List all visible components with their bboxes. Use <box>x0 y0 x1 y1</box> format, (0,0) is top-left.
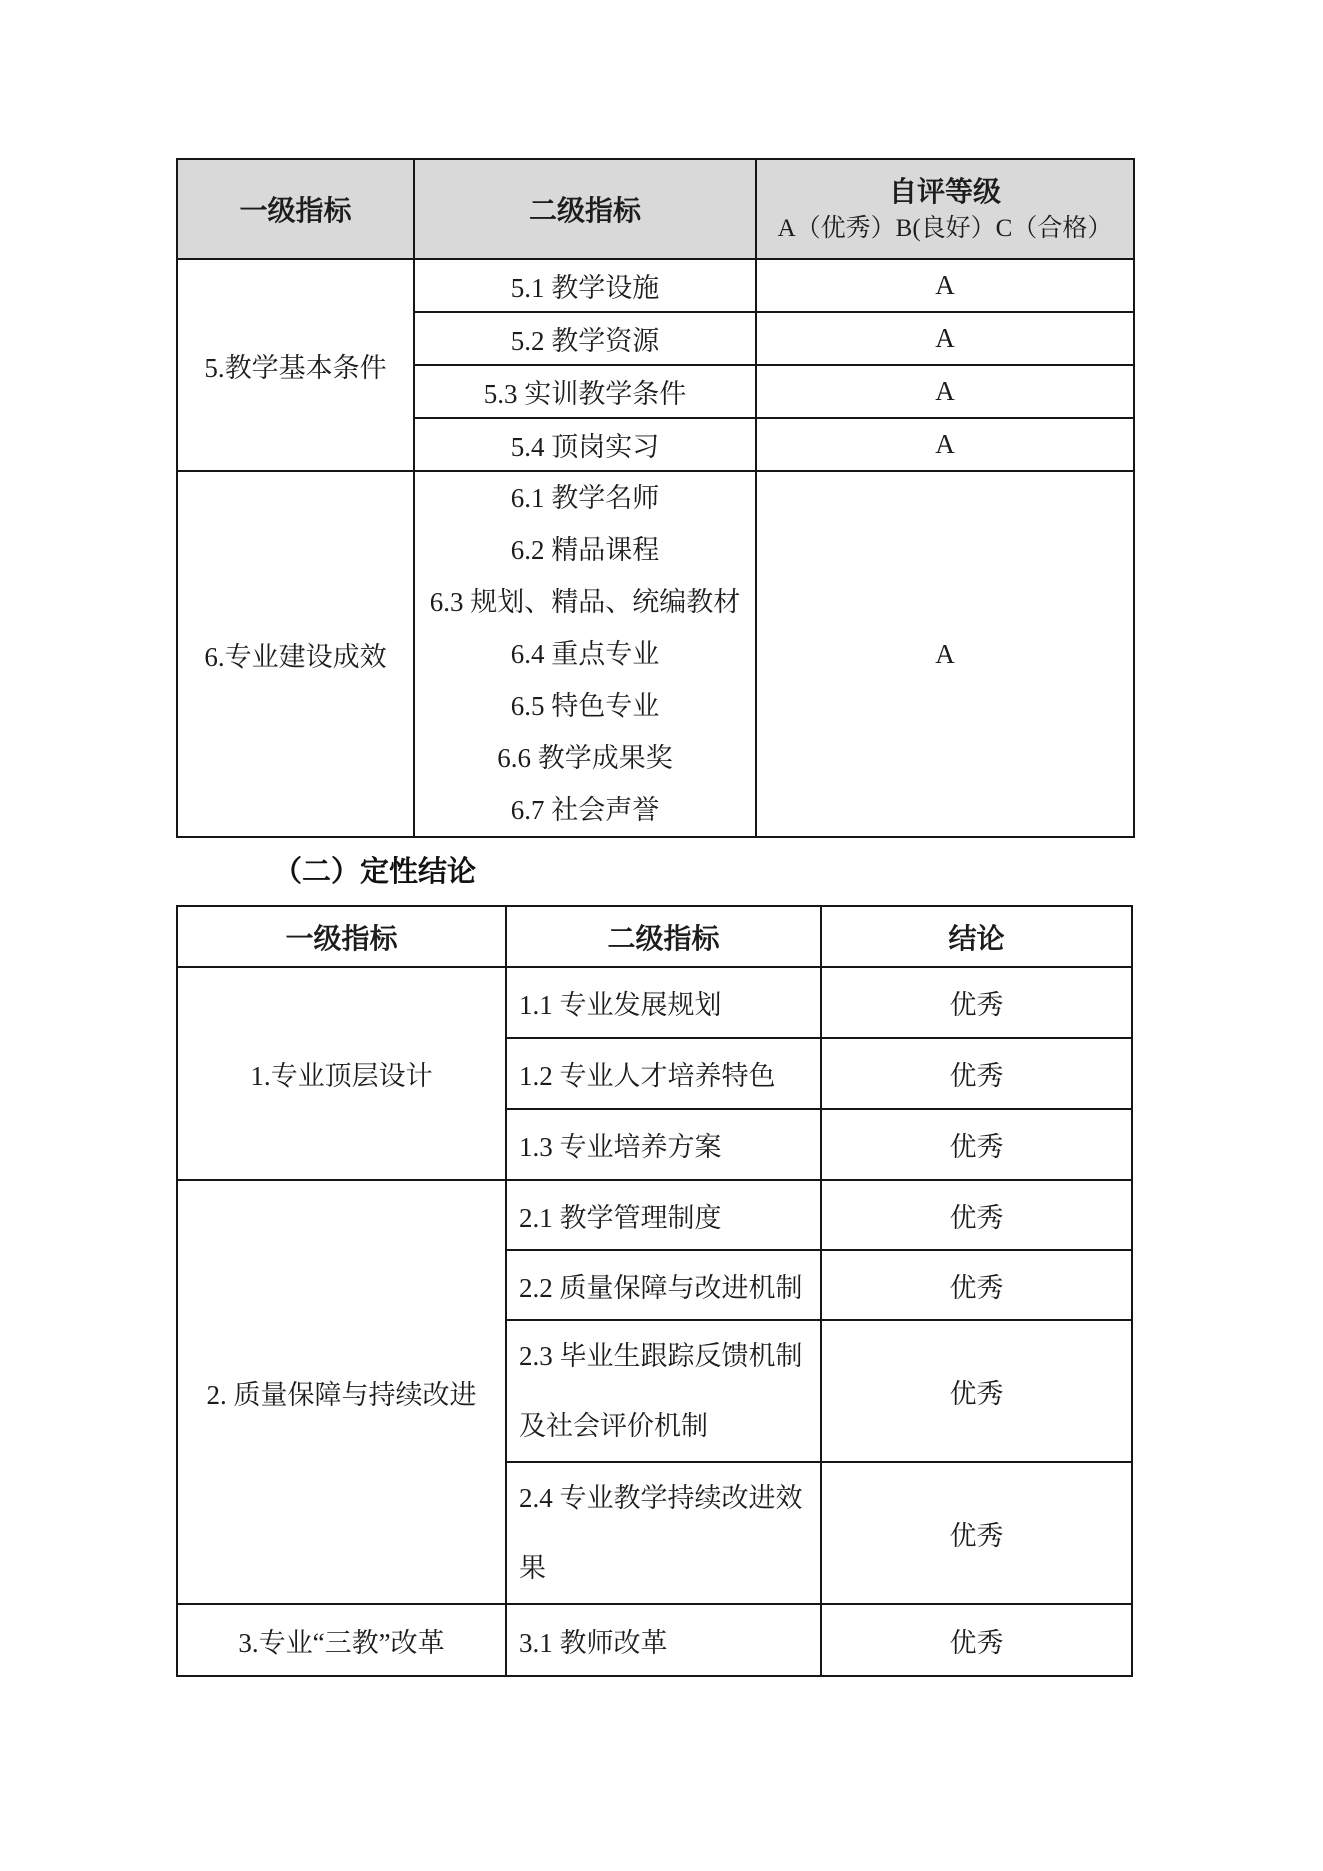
group6-item: 6.6 教学成果奖 <box>497 743 673 773</box>
table1-header-level1: 一级指标 <box>177 159 414 259</box>
qualitative-conclusion-table <box>176 905 1133 1677</box>
group6-item: 6.4 重点专业 <box>510 639 660 669</box>
grade-title: 自评等级 <box>888 176 1001 207</box>
conclusion-cell: 优秀 <box>821 1180 1132 1250</box>
group6-item: 6.7 社会声誉 <box>510 795 660 825</box>
table-row <box>177 1604 1132 1676</box>
level2-line: 及社会评价机制 <box>519 1411 708 1441</box>
level2-cell: 1.2 专业人才培养特色 <box>506 1038 821 1109</box>
level2-cell: 3.1 教师改革 <box>506 1604 821 1676</box>
level2-line: 果 <box>519 1553 546 1583</box>
level2-line: 2.4 专业教学持续改进效 <box>519 1483 803 1513</box>
group6-item: 6.3 规划、精品、统编教材 <box>429 587 741 617</box>
level2-cell: 5.1 教学设施 <box>414 259 756 312</box>
conclusion-cell: 优秀 <box>821 1109 1132 1180</box>
grade-cell: A <box>756 471 1134 837</box>
conclusion-cell: 优秀 <box>821 1604 1132 1676</box>
level2-cell: 2.2 质量保障与改进机制 <box>506 1250 821 1320</box>
table-row <box>177 259 1134 312</box>
level1-cell-3: 3.专业“三教”改革 <box>177 1604 506 1676</box>
level2-cell <box>506 1462 821 1604</box>
group6-item: 6.2 精品课程 <box>510 535 660 565</box>
conclusion-cell: 优秀 <box>821 967 1132 1038</box>
level1-cell-1: 1.专业顶层设计 <box>177 967 506 1180</box>
table2-header-row <box>177 906 1132 967</box>
conclusion-cell: 优秀 <box>821 1320 1132 1462</box>
level1-cell-5: 5.教学基本条件 <box>177 259 414 471</box>
section-heading: （二）定性结论 <box>273 856 477 888</box>
level2-cell <box>506 1320 821 1462</box>
level2-cell: 1.3 专业培养方案 <box>506 1109 821 1180</box>
level2-cell: 5.2 教学资源 <box>414 312 756 365</box>
grade-cell: A <box>756 312 1134 365</box>
level2-cell: 5.4 顶岗实习 <box>414 418 756 471</box>
table1-header-grade <box>756 159 1134 259</box>
grade-scale: A（优秀）B(良好）C（合格） <box>777 215 1113 242</box>
grade-cell: A <box>756 418 1134 471</box>
grade-cell: A <box>756 365 1134 418</box>
table-row <box>177 471 1134 837</box>
level2-cell: 2.1 教学管理制度 <box>506 1180 821 1250</box>
table1-header-level2: 二级指标 <box>414 159 756 259</box>
level2-cell-group6 <box>414 471 756 837</box>
table2-header-level2: 二级指标 <box>506 906 821 967</box>
group6-item: 6.1 教学名师 <box>510 483 660 513</box>
conclusion-cell: 优秀 <box>821 1462 1132 1604</box>
table-row <box>177 967 1132 1038</box>
conclusion-cell: 优秀 <box>821 1250 1132 1320</box>
table2-header-conclusion: 结论 <box>821 906 1132 967</box>
level2-line: 2.3 毕业生跟踪反馈机制 <box>519 1341 803 1371</box>
group6-item: 6.5 特色专业 <box>510 691 660 721</box>
level2-cell: 1.1 专业发展规划 <box>506 967 821 1038</box>
level2-cell: 5.3 实训教学条件 <box>414 365 756 418</box>
level1-cell-6: 6.专业建设成效 <box>177 471 414 837</box>
self-rating-table <box>176 158 1135 838</box>
table2-header-level1: 一级指标 <box>177 906 506 967</box>
table-row <box>177 1180 1132 1250</box>
level1-cell-2: 2. 质量保障与持续改进 <box>177 1180 506 1604</box>
table1-header-row <box>177 159 1134 259</box>
conclusion-cell: 优秀 <box>821 1038 1132 1109</box>
grade-cell: A <box>756 259 1134 312</box>
